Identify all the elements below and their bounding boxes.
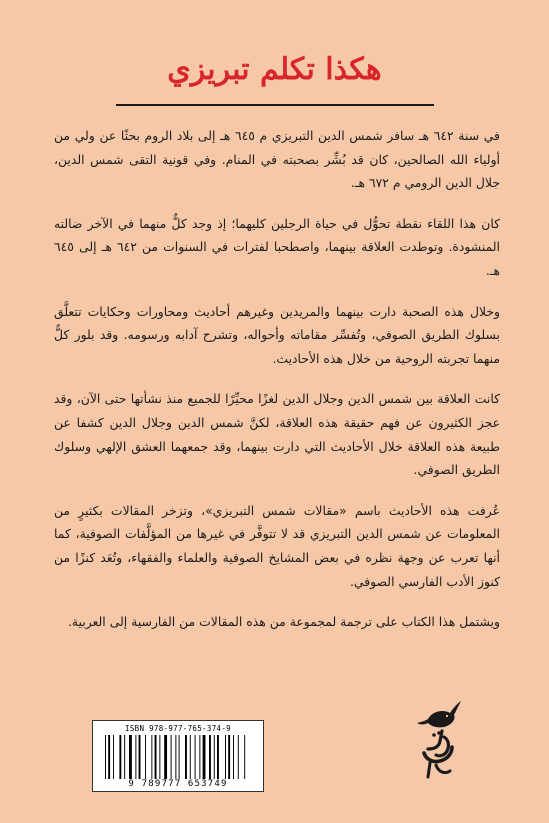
blurb-paragraph-6: ويشتمل هذا الكتاب على ترجمة لمجموعة من هذه المقالات من الفارسية إلى العربية. [67,614,500,630]
barcode-digits: 9 789777 653749 [128,779,228,789]
barcode-bar [129,735,132,779]
barcode-bar [190,735,191,779]
blurb-paragraph-4: كانت العلاقة بين شمس الدين وجلال الدين لغزًا محيِّرًا للجميع منذ نشأتها حتى الآن، وقد عجز الكثيرون عن فهم حقيقة هذه العلاقة، لكنَّ شمس الدين وجلال الدين كشفا عن طبيعة هذه العلاقة خلال الأحاديث التي دارت بينهما، وقد جمعهما العشق الإلهي وسلوك الطريق الصوفي. [54,391,500,478]
barcode-bar [155,735,157,779]
book-title: هكذا تكلم تبريزي [167,52,382,87]
isbn-label: ISBN 978-977-765-374-9 [125,724,231,733]
barcode-bar [244,735,245,779]
barcode-bar [199,735,200,779]
blurb-paragraph-3: وخلال هذه الصحبة دارت بينهما والمريدين وغيرهم أحاديث ومحاورات وحكايات تتعلَّق بسلوك الطريق الصوفي، وتُفسِّر مقاماته وأحواله، وتشرح آدابه ورسومه. وقد بلور كلٌّ منهما تجربته الروحية من خلال هذه الأحاديث. [54,303,500,366]
barcode-bar [159,735,160,779]
barcode-bar [151,735,152,779]
barcode-bar [105,735,106,779]
barcode-bar [108,735,110,779]
barcode-bar [164,735,167,779]
barcode-bar [135,735,136,779]
blurb [54,124,500,651]
barcode-bar [119,735,121,779]
barcode-bar [171,735,172,779]
barcode-bar [124,735,125,779]
barcode-bar [195,735,196,779]
barcode-bar [179,735,180,779]
barcode-bar [175,735,176,779]
barcode-bar [217,735,219,779]
barcode-bar [139,735,141,779]
isbn-barcode [92,720,264,792]
barcode-bar [233,735,234,779]
barcode-bar [113,735,114,779]
blurb-paragraph-2: كان هذا اللقاء نقطة تحوُّل في حياة الرجلين كليهما؛ إذ وجد كلٌّ منهما في الآخر ضالته المنشودة. وتوطدت العلاقة بينهما، واصطحبا لفترات في السنوات من ٦٤٢ هـ إلى ٦٤٥ هـ. [54,215,500,278]
barcode-bars [103,735,253,779]
barcode-bar [209,735,211,779]
barcode-bar [225,735,226,779]
publisher-logo [414,697,462,783]
title-divider [116,104,434,106]
barcode-bar [228,735,230,779]
barcode-bar [238,735,239,779]
barcode-bar [214,735,215,779]
blurb-paragraph-5: عُرفت هذه الأحاديث باسم «مقالات شمس التبريزي»، وتزخر المقالات بكثيرٍ من المعلومات عن شمس الدين التبريزي قد لا تتوفَّر في غيرها من المؤلَّفات الصوفية، كما أنها تعرب عن وجهة نظره في بعض المشايخ الصوفية والعلماء والفقهاء، وتُعَد كنزًا من كنوز الأدب الفارسي الصوفي. [54,502,500,589]
barcode-bar [145,735,146,779]
barcode-bar [203,735,206,779]
publisher-logo-text: آفاق [438,781,440,782]
blurb-paragraph-1: في سنة ٦٤٢ هـ سافر شمس الدين التبريزي م ٦٤٥ هـ إلى بلاد الروم بحثًا عن ولي من أولياء الله الصالحين، كان قد بُشِّر بصحبته في المنام. وفي قونية التقى شمس الدين، جلال الدين الرومي م ٦٧٢ هـ. [54,128,500,191]
barcode-bar [185,735,187,779]
